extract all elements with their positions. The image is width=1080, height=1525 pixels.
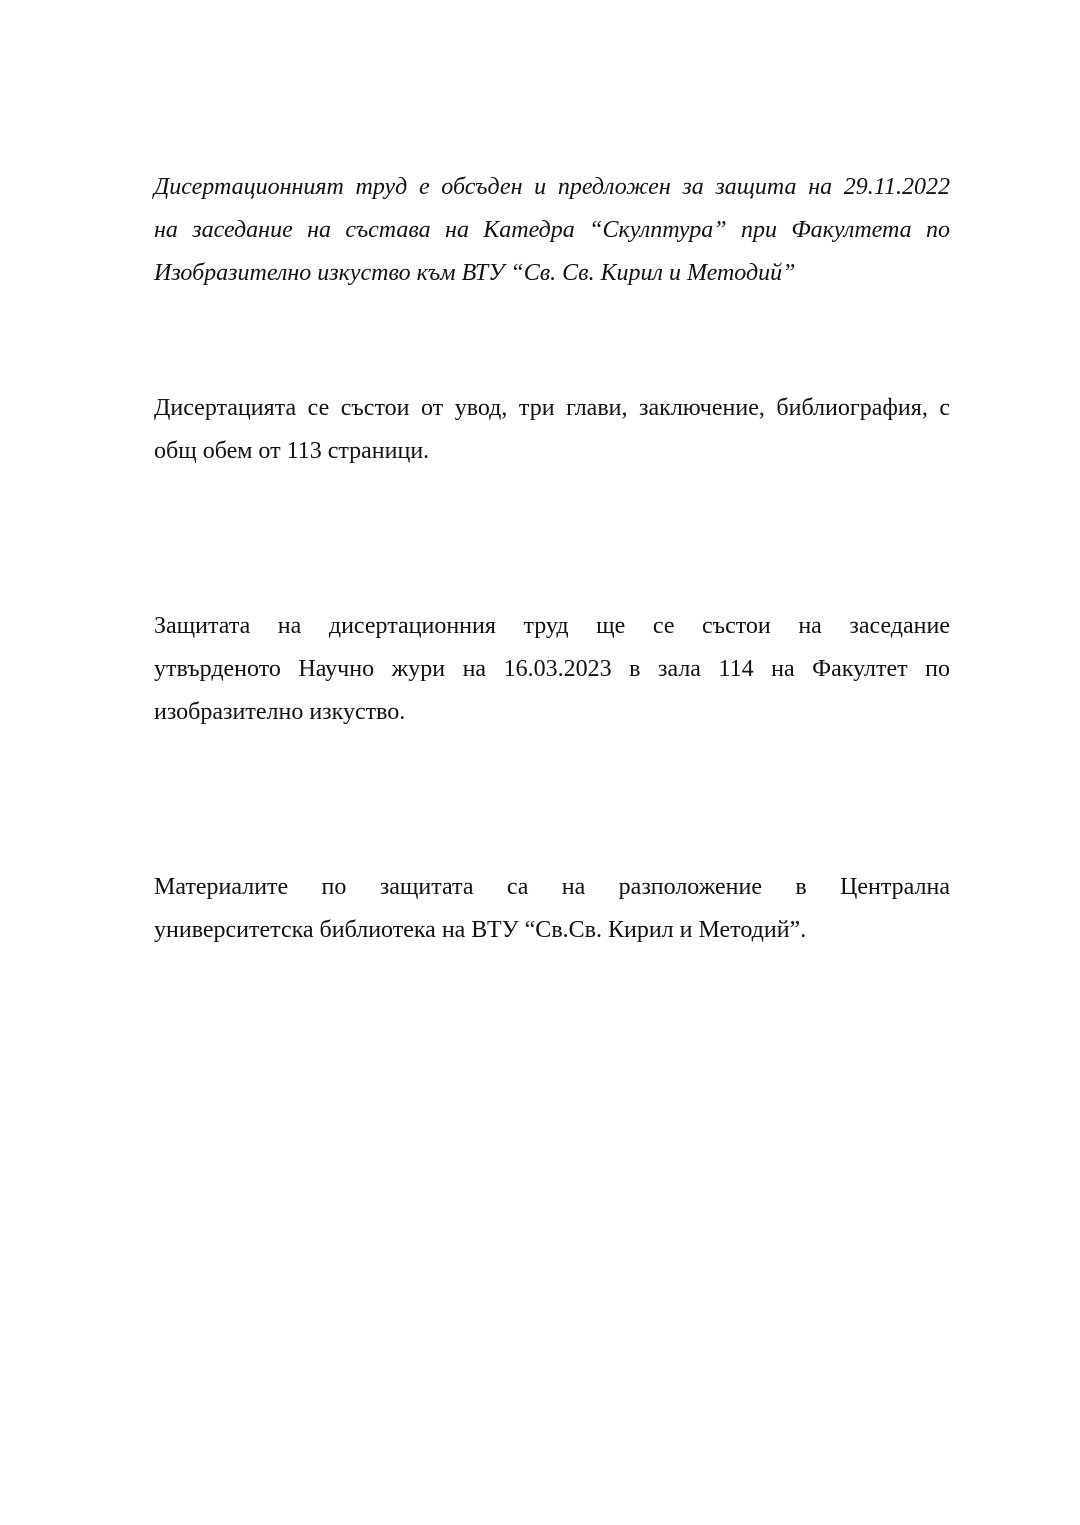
text-line: университетска библиотека на ВТУ “Св.Св. Кирил и Методий”. [154, 917, 807, 943]
paragraph-materials-location [154, 866, 950, 952]
text-line: утвърденото Научно жури на 16.03.2023 в зала 114 на Факултет по [154, 656, 950, 682]
paragraph-defense-info [154, 605, 950, 734]
text-line: Материалите по защитата са на разположение в Централна [154, 874, 950, 900]
text-line: Дисертацията се състои от увод, три глави, заключение, библиография, с [154, 395, 950, 421]
text-line: на заседание на състава на Катедра “Скулптура” при Факултета по [154, 217, 950, 243]
paragraph-discussion-notice [154, 166, 950, 295]
text-line: Изобразително изкуство към ВТУ “Св. Св. Кирил и Методий” [154, 260, 796, 286]
text-line: общ обем от 113 страници. [154, 438, 430, 464]
text-line: Защитата на дисертационния труд ще се състои на заседание [154, 613, 950, 639]
text-line: изобразително изкуство. [154, 699, 406, 725]
text-line: Дисертационният труд е обсъден и предложен за защита на 29.11.2022 [154, 174, 950, 200]
paragraph-dissertation-structure [154, 387, 950, 473]
